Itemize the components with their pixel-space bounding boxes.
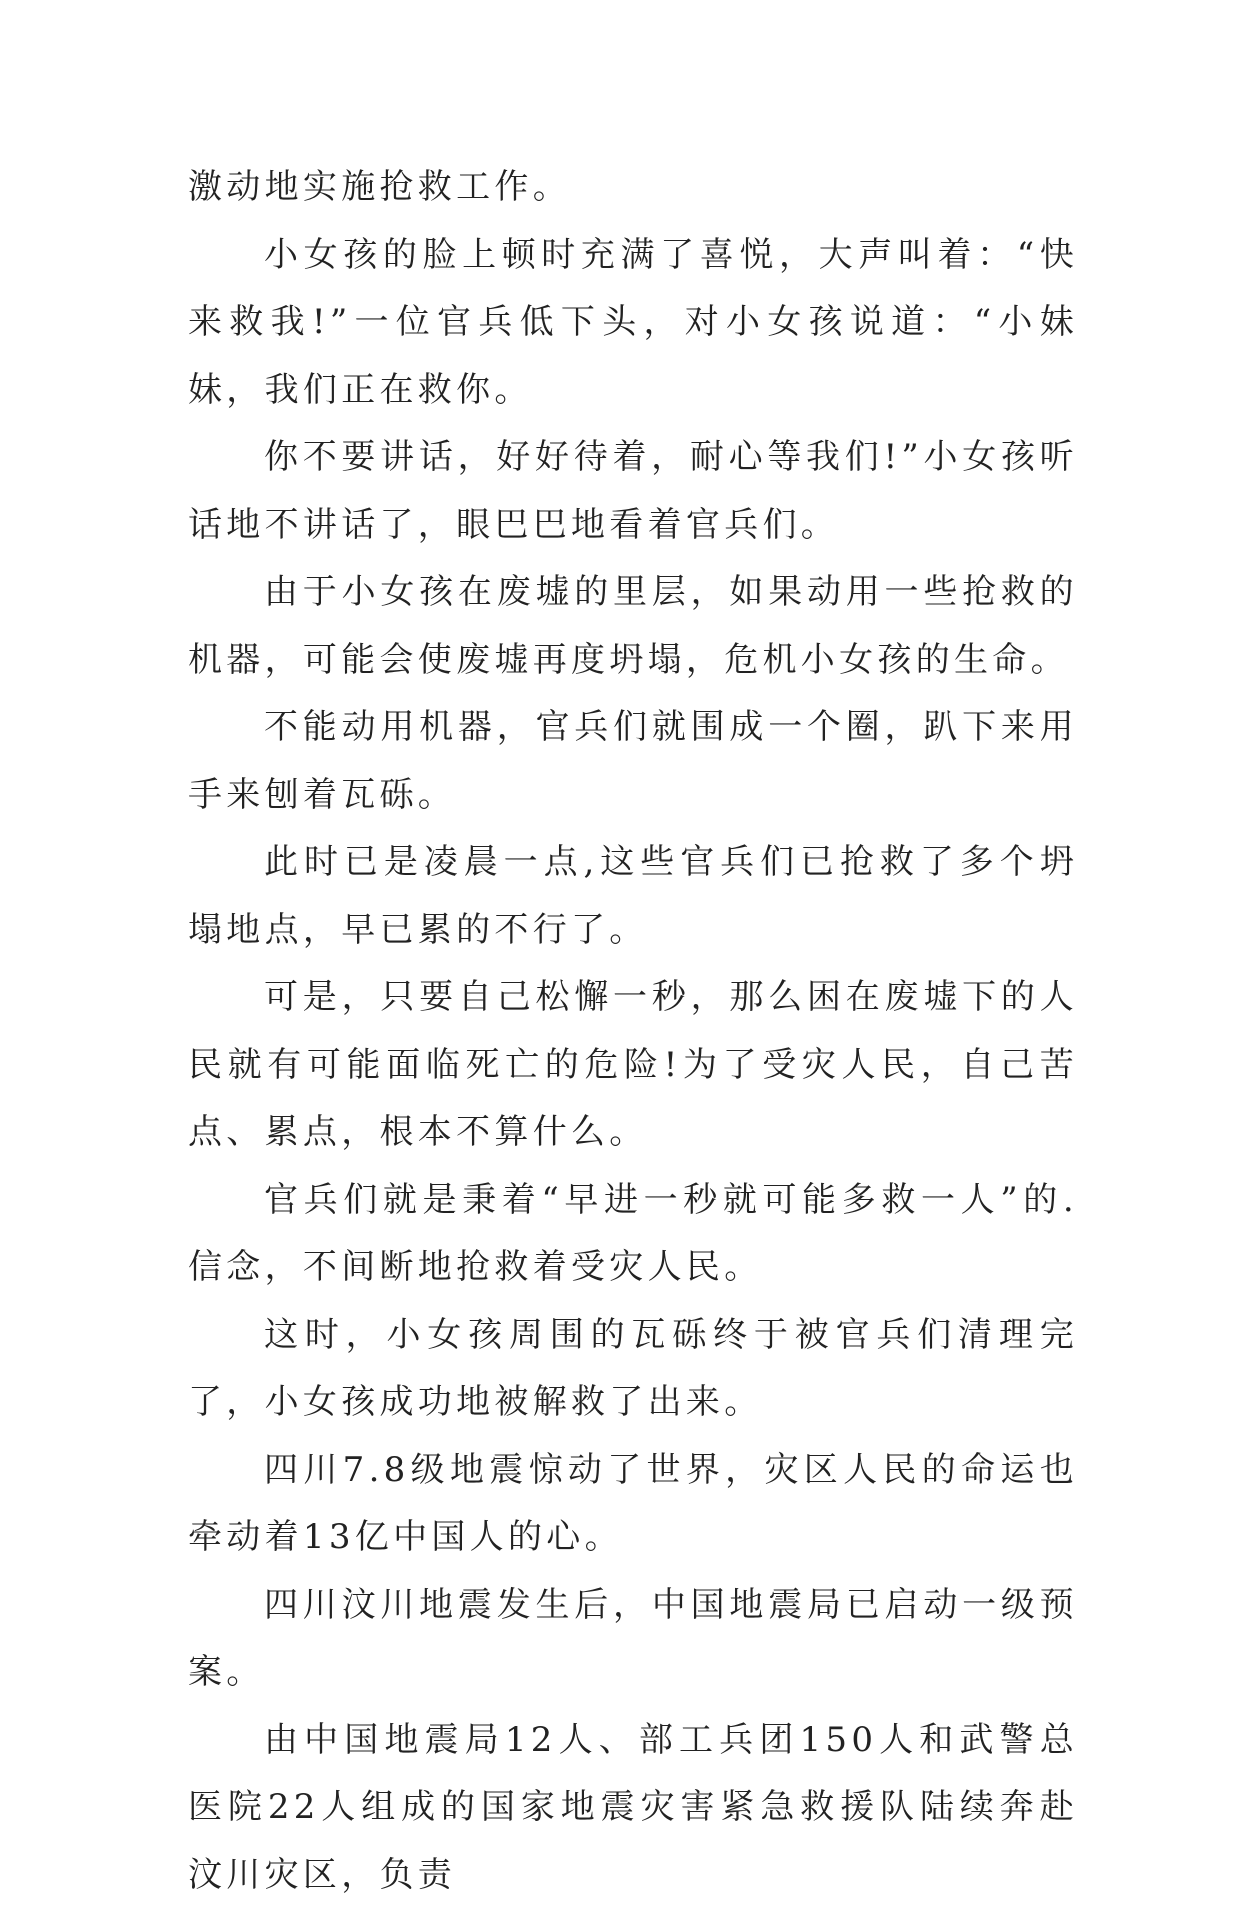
paragraph-10: 四川7.8级地震惊动了世界，灾区人民的命运也牵动着13亿中国人的心。 [188, 1437, 1078, 1572]
paragraph-8: 官兵们就是秉着“早进一秒就可能多救一人”的.信念，不间断地抢救着受灾人民。 [188, 1167, 1078, 1302]
paragraph-6: 此时已是凌晨一点,这些官兵们已抢救了多个坍塌地点，早已累的不行了。 [188, 829, 1078, 964]
paragraph-2: 小女孩的脸上顿时充满了喜悦，大声叫着：“快来救我!”一位官兵低下头，对小女孩说道：“小妹妹，我们正在救你。 [188, 222, 1078, 425]
document-body [188, 154, 1078, 1909]
paragraph-1: 激动地实施抢救工作。 [188, 154, 1078, 222]
paragraph-12: 由中国地震局12人、部工兵团150人和武警总医院22人组成的国家地震灾害紧急救援队陆续奔赴汶川灾区，负责 [188, 1707, 1078, 1909]
paragraph-3: 你不要讲话，好好待着，耐心等我们!”小女孩听话地不讲话了，眼巴巴地看着官兵们。 [188, 424, 1078, 559]
paragraph-7: 可是，只要自己松懈一秒，那么困在废墟下的人民就有可能面临死亡的危险!为了受灾人民，自己苦点、累点，根本不算什么。 [188, 964, 1078, 1167]
paragraph-9: 这时，小女孩周围的瓦砾终于被官兵们清理完了，小女孩成功地被解救了出来。 [188, 1302, 1078, 1437]
paragraph-4: 由于小女孩在废墟的里层，如果动用一些抢救的机器，可能会使废墟再度坍塌，危机小女孩的生命。 [188, 559, 1078, 694]
paragraph-5: 不能动用机器，官兵们就围成一个圈，趴下来用手来刨着瓦砾。 [188, 694, 1078, 829]
paragraph-11: 四川汶川地震发生后，中国地震局已启动一级预案。 [188, 1572, 1078, 1707]
